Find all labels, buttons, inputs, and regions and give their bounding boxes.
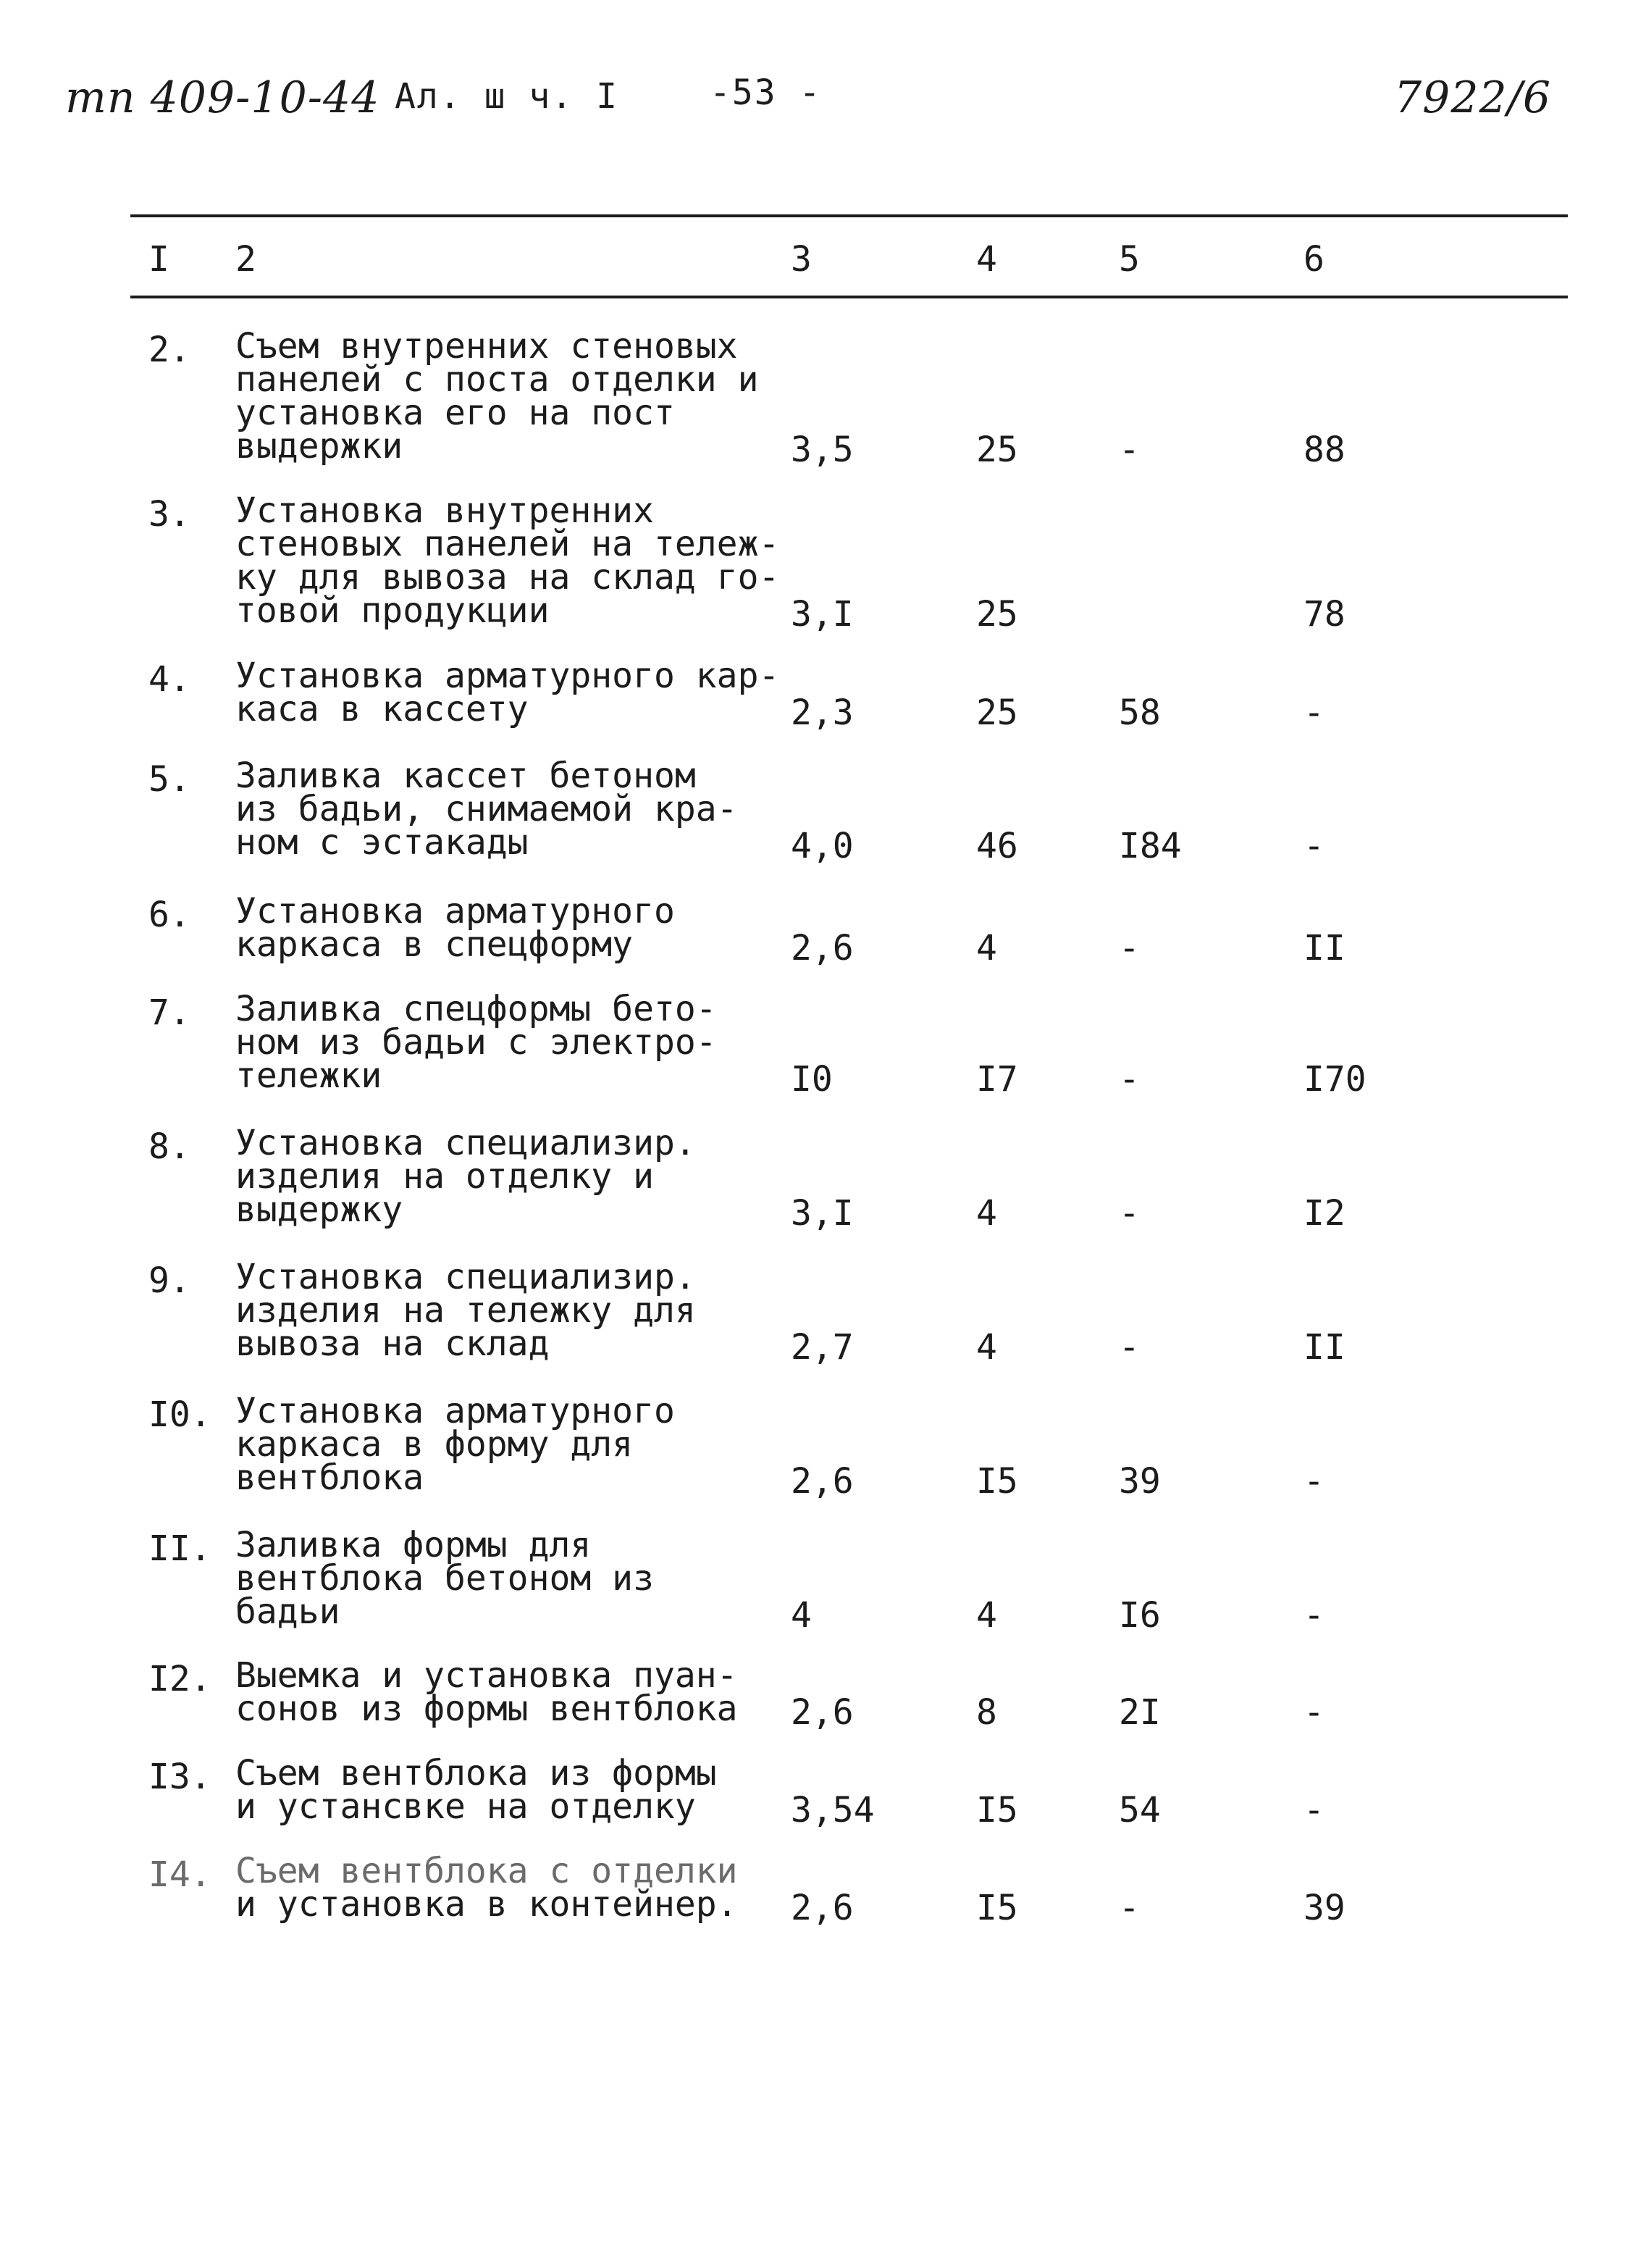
- col-6-value: -: [1303, 1692, 1324, 1733]
- col-4-value: 46: [976, 826, 1018, 866]
- operation-description-line: ном из бадьи с электро-: [235, 1022, 717, 1063]
- col-3-value: 3,54: [791, 1790, 875, 1830]
- col-6-value: -: [1303, 692, 1324, 733]
- column-header-6: 6: [1303, 239, 1324, 280]
- col-3-value: 4,0: [791, 826, 854, 866]
- operation-description-line: и устансвке на отделку: [235, 1786, 696, 1827]
- column-header-1: I: [148, 239, 169, 280]
- col-6-value: -: [1303, 1790, 1324, 1830]
- row-number: 8.: [148, 1126, 190, 1167]
- operation-description-line: каса в кассету: [235, 689, 529, 729]
- col-5-value: -: [1119, 1193, 1140, 1234]
- operation-description-line: вентблока бетоном из: [235, 1558, 654, 1599]
- operation-description-line: Установка арматурного: [235, 1391, 675, 1431]
- row-number: 7.: [148, 992, 190, 1033]
- col-4-value: I5: [976, 1461, 1018, 1502]
- operation-description-line: панелей с поста отделки и: [235, 359, 759, 400]
- col-5-value: 58: [1119, 692, 1161, 733]
- operation-description-line: каркаса в форму для: [235, 1424, 634, 1465]
- operation-description-line: Выемка и установка пуан-: [235, 1655, 738, 1696]
- operation-description-line: Установка специализир.: [235, 1123, 696, 1163]
- column-header-5: 5: [1119, 239, 1140, 280]
- col-4-value: I5: [976, 1790, 1018, 1830]
- operation-description-line: установка его на пост: [235, 393, 675, 433]
- operation-description-line: Установка внутренних: [235, 490, 654, 531]
- row-number: 5.: [148, 759, 190, 800]
- col-6-value: 88: [1303, 430, 1345, 470]
- operation-description-line: тележки: [235, 1055, 382, 1096]
- drawing-code: тп 409-10-44: [65, 72, 380, 123]
- row-number: II.: [148, 1528, 211, 1569]
- row-number: I0.: [148, 1394, 211, 1435]
- operation-description-line: изделия на тележку для: [235, 1290, 696, 1331]
- col-3-value: 4: [791, 1595, 812, 1636]
- col-3-value: 2,6: [791, 1888, 854, 1928]
- page-number: -53 -: [710, 72, 822, 113]
- col-3-value: 2,6: [791, 1461, 854, 1502]
- col-3-value: 2,7: [791, 1327, 854, 1368]
- table-top-rule: [130, 214, 1568, 217]
- operation-description-line: ку для вывоза на склад го-: [235, 557, 780, 598]
- col-4-value: 4: [976, 1193, 997, 1234]
- table-header-rule: [130, 296, 1568, 298]
- col-6-value: I2: [1303, 1193, 1345, 1234]
- col-6-value: -: [1303, 1595, 1324, 1636]
- col-5-value: I6: [1119, 1595, 1161, 1636]
- operation-description-line: вентблока: [235, 1457, 424, 1498]
- operation-description-line: стеновых панелей на тележ-: [235, 524, 780, 564]
- col-3-value: 2,3: [791, 692, 854, 733]
- col-4-value: 4: [976, 1595, 997, 1636]
- col-5-value: 54: [1119, 1790, 1161, 1830]
- row-number: I4.: [148, 1854, 211, 1895]
- row-number: I2.: [148, 1659, 211, 1699]
- operation-description-line: из бадьи, снимаемой кра-: [235, 789, 738, 829]
- col-6-value: 39: [1303, 1888, 1345, 1928]
- column-header-3: 3: [791, 239, 812, 280]
- col-6-value: 78: [1303, 594, 1345, 635]
- col-3-value: 2,6: [791, 1692, 854, 1733]
- col-4-value: I7: [976, 1059, 1018, 1100]
- document-number: 7922/6: [1394, 72, 1552, 123]
- operation-description-line: ном с эстакады: [235, 822, 529, 863]
- album-label: Ал. ш ч. I: [395, 76, 618, 117]
- operation-description-line: Заливка кассет бетоном: [235, 756, 696, 796]
- operation-description-line: вывоза на склад: [235, 1323, 550, 1364]
- operation-description-line: изделия на отделку и: [235, 1156, 654, 1197]
- operation-description-line: сонов из формы вентблока: [235, 1689, 738, 1729]
- col-5-value: 2I: [1119, 1692, 1161, 1733]
- col-3-value: 3,I: [791, 594, 854, 635]
- operation-description-line: бадьи: [235, 1591, 340, 1632]
- operation-description-line: каркаса в спецформу: [235, 924, 634, 965]
- row-number: 9.: [148, 1260, 190, 1301]
- row-number: 2.: [148, 330, 190, 370]
- operation-description-line: выдержки: [235, 426, 403, 466]
- col-6-value: II: [1303, 928, 1345, 968]
- col-4-value: 4: [976, 928, 997, 968]
- col-5-value: 39: [1119, 1461, 1161, 1502]
- row-number: 6.: [148, 895, 190, 935]
- col-5-value: -: [1119, 1327, 1140, 1368]
- col-6-value: -: [1303, 1461, 1324, 1502]
- row-number: 4.: [148, 659, 190, 700]
- col-5-value: I84: [1119, 826, 1182, 866]
- col-4-value: 25: [976, 594, 1018, 635]
- col-3-value: 3,I: [791, 1193, 854, 1234]
- column-header-2: 2: [235, 239, 256, 280]
- col-6-value: -: [1303, 826, 1324, 866]
- operation-description-line: Заливка спецформы бето-: [235, 989, 717, 1029]
- col-4-value: 8: [976, 1692, 997, 1733]
- operation-description-line: Установка арматурного кар-: [235, 656, 780, 696]
- col-5-value: -: [1119, 1059, 1140, 1100]
- col-4-value: I5: [976, 1888, 1018, 1928]
- col-6-value: I70: [1303, 1059, 1366, 1100]
- col-5-value: -: [1119, 1888, 1140, 1928]
- col-4-value: 25: [976, 430, 1018, 470]
- col-3-value: 2,6: [791, 928, 854, 968]
- row-number: I3.: [148, 1757, 211, 1797]
- operation-description-line: Установка специализир.: [235, 1257, 696, 1297]
- col-3-value: 3,5: [791, 430, 854, 470]
- operation-description-line: выдержку: [235, 1189, 403, 1230]
- operation-description-line: Съем вентблока из формы: [235, 1753, 717, 1794]
- col-6-value: II: [1303, 1327, 1345, 1368]
- col-4-value: 4: [976, 1327, 997, 1368]
- operation-description-line: Съем внутренних стеновых: [235, 326, 738, 367]
- row-number: 3.: [148, 494, 190, 535]
- operation-description-line: и установка в контейнер.: [235, 1884, 738, 1925]
- operation-description-line: Заливка формы для: [235, 1525, 592, 1565]
- col-5-value: -: [1119, 928, 1140, 968]
- col-4-value: 25: [976, 692, 1018, 733]
- operation-description-line: товой продукции: [235, 590, 550, 631]
- operation-description-line: Съем вентблока с отделки: [235, 1851, 738, 1891]
- col-3-value: I0: [791, 1059, 833, 1100]
- column-header-4: 4: [976, 239, 997, 280]
- col-5-value: -: [1119, 430, 1140, 470]
- operation-description-line: Установка арматурного: [235, 891, 675, 932]
